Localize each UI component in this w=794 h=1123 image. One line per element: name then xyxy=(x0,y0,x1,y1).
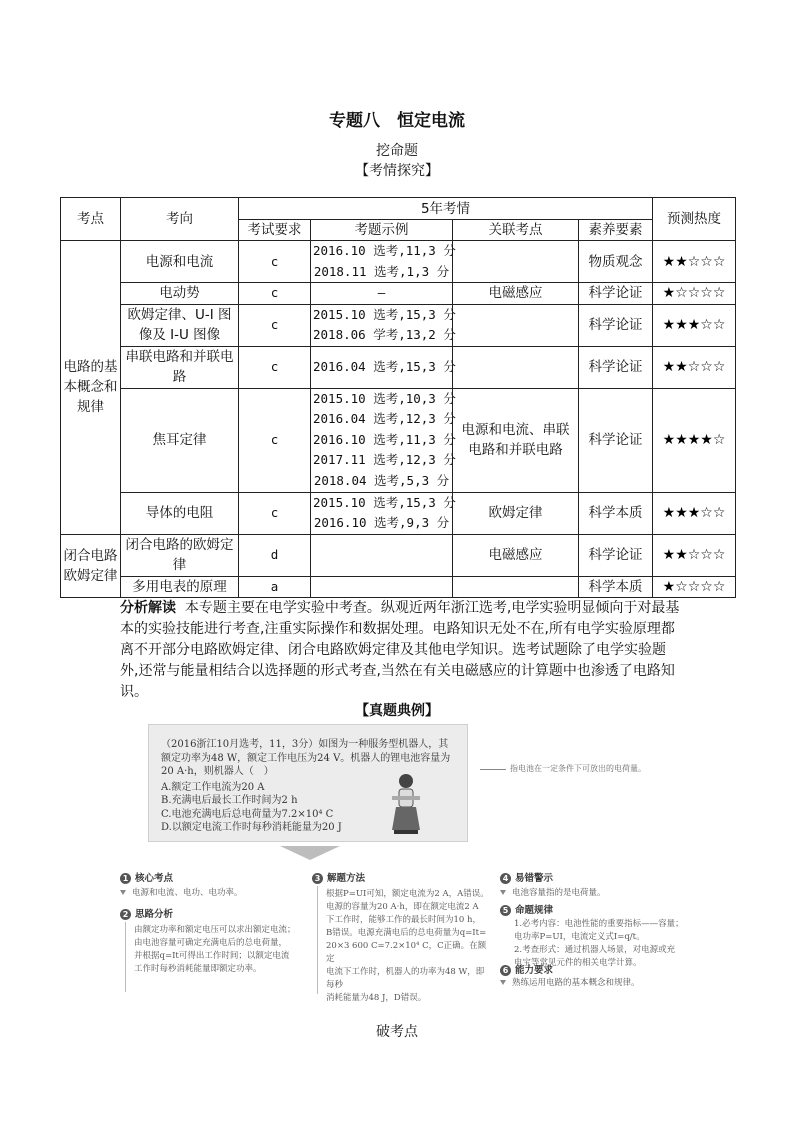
number-5-icon: 5 xyxy=(500,905,511,916)
stars-cell: ★★☆☆☆ xyxy=(653,346,736,388)
literacy-cell: 科学论证 xyxy=(579,304,653,346)
section-method-line: 电流下工作时，机器人的功率为48 W，即每秒 xyxy=(326,967,485,990)
robot-illustration xyxy=(386,772,426,836)
table-row xyxy=(61,304,736,346)
section-core xyxy=(120,870,300,900)
number-4-icon: 4 xyxy=(500,873,511,884)
table-row xyxy=(61,388,736,492)
example-option: B.充满电后最长工作时间为2 h xyxy=(161,795,298,806)
section-thinking-title: 思路分析 xyxy=(135,909,174,920)
section-thinking-line: 由额定功率和额定电压可以求出额定电流； xyxy=(134,925,296,935)
example-option: A.额定工作电流为20 A xyxy=(161,781,265,793)
example-cell: — xyxy=(311,283,453,305)
req-cell: d xyxy=(239,534,311,576)
divider xyxy=(317,886,318,994)
section-pattern-line: 1.必考内容：电池性能的重要指标——容量； xyxy=(514,919,684,929)
section-method-line: 电源的容量为20 A·h，即在额定电流2 A xyxy=(326,902,479,912)
req-cell: c xyxy=(239,241,311,283)
triangle-icon xyxy=(500,980,506,985)
stars-cell: ★☆☆☆☆ xyxy=(653,283,736,305)
section-method-line: 消耗能量为48 J，D错误。 xyxy=(326,993,427,1003)
section-method-line: 20×3 600 C=7.2×10⁴ C，C正确。在额定 xyxy=(326,941,487,964)
table-row xyxy=(61,492,736,534)
section-ability-title: 能力要求 xyxy=(515,965,554,976)
topic-cell: 电动势 xyxy=(121,283,239,305)
literacy-cell: 物质观念 xyxy=(579,241,653,283)
analysis-text: 本专题主要在电学实验中考查。纵观近两年浙江选考,电学实验明显倾向于对最基本的实验技能进行考查,注重实际操作和数据处理。电路知识无处不在,所有电学实验原理都离不开部分电路欧姆定律、闭合电路欧姆定律及其他电学知识。选考试题除了电学实验题外,还常与能量相结合以选择题的形式考查,当然在有关电磁感应的计算题中也渗透了电路知识。 xyxy=(120,600,680,700)
group-label: 闭合电路欧姆定律 xyxy=(61,534,121,597)
section-method-line: 下工作时，能够工作的最长时间为10 h， xyxy=(326,915,481,925)
stars-cell: ★★☆☆☆ xyxy=(653,534,736,576)
related-cell xyxy=(453,576,579,597)
table-row xyxy=(61,283,736,305)
page-title: 专题八 恒定电流 xyxy=(329,111,465,131)
req-cell: c xyxy=(239,283,311,305)
triangle-icon xyxy=(500,890,506,895)
topic-cell: 导体的电阻 xyxy=(121,492,239,534)
header-shili: 考题示例 xyxy=(311,220,453,241)
header-kaoxiang: 考向 xyxy=(121,198,239,241)
example-cell: 2016.04 选考,15,3 分 xyxy=(311,346,453,388)
analysis-paragraph xyxy=(120,598,680,703)
topic-cell: 多用电表的原理 xyxy=(121,576,239,597)
table-row xyxy=(61,534,736,576)
example-option: C.电池充满电后总电荷量为7.2×10⁴ C xyxy=(161,808,334,820)
section-pattern-title: 命题规律 xyxy=(515,905,554,916)
req-cell: c xyxy=(239,304,311,346)
subtitle-wamingti: 挖命题 xyxy=(376,143,418,159)
number-1-icon: 1 xyxy=(120,873,131,884)
annotation-note: 指电池在一定条件下可放出的电荷量。 xyxy=(510,764,646,773)
topic-cell: 电源和电流 xyxy=(121,241,239,283)
section-thinking xyxy=(120,906,310,976)
section-thinking-line: 工作时每秒消耗能量即额定功率。 xyxy=(134,964,262,974)
number-6-icon: 6 xyxy=(500,965,511,976)
literacy-cell: 科学论证 xyxy=(579,388,653,492)
header-yaoqiu: 考试要求 xyxy=(239,220,311,241)
stars-cell: ★★☆☆☆ xyxy=(653,241,736,283)
literacy-cell: 科学本质 xyxy=(579,492,653,534)
section-warning xyxy=(500,870,690,900)
related-cell xyxy=(453,241,579,283)
literacy-cell: 科学论证 xyxy=(579,283,653,305)
section-thinking-line: 并根据q=It可得出工作时间；以额定电流 xyxy=(134,951,290,961)
kaoqing-table xyxy=(60,197,735,598)
annotation-line xyxy=(480,769,506,770)
section-warning-body: 电池容量指的是电荷量。 xyxy=(512,888,606,898)
analysis-label: 分析解读 xyxy=(120,600,176,616)
related-cell: 电磁感应 xyxy=(453,534,579,576)
section-ability-body: 熟练运用电路的基本概念和规律。 xyxy=(512,978,640,988)
number-3-icon: 3 xyxy=(312,873,323,884)
divider xyxy=(125,922,126,992)
header-kaodian: 考点 xyxy=(61,198,121,241)
stars-cell: ★☆☆☆☆ xyxy=(653,576,736,597)
section-method-title: 解题方法 xyxy=(327,873,366,884)
section-method-line: 根据P=UI可知，额定电流为2 A，A错误。 xyxy=(326,889,489,899)
triangle-icon xyxy=(120,890,126,895)
literacy-cell: 科学本质 xyxy=(579,576,653,597)
section-pattern-line: 电功率P=UI，电流定义式I=q/t。 xyxy=(514,932,645,942)
header-suyang: 素养要素 xyxy=(579,220,653,241)
stars-cell: ★★★☆☆ xyxy=(653,492,736,534)
section-pattern-line: 电宝等常见元件的相关电学计算。 xyxy=(514,958,642,968)
req-cell: a xyxy=(239,576,311,597)
req-cell: c xyxy=(239,388,311,492)
related-cell: 电磁感应 xyxy=(453,283,579,305)
section-core-body: 电源和电流、电功、电功率。 xyxy=(132,888,243,898)
example-option: D.以额定电流工作时每秒消耗能量为20 J xyxy=(161,822,342,833)
literacy-cell: 科学论证 xyxy=(579,346,653,388)
example-cell: 2016.10 选考,11,3 分 2018.11 选考,1,3 分 xyxy=(311,241,453,283)
stars-cell: ★★★☆☆ xyxy=(653,304,736,346)
section-warning-title: 易错警示 xyxy=(515,873,554,884)
literacy-cell: 科学论证 xyxy=(579,534,653,576)
topic-cell: 串联电路和并联电路 xyxy=(121,346,239,388)
topic-cell: 焦耳定律 xyxy=(121,388,239,492)
section-ability xyxy=(500,962,690,990)
zhenti-heading: 【真题典例】 xyxy=(355,703,439,719)
related-cell: 电源和电流、串联电路和并联电路 xyxy=(453,388,579,492)
subtitle-kaoqing: 【考情探究】 xyxy=(355,163,439,179)
section-pattern-line: 2.考查形式：通过机器人场景，对电源或充 xyxy=(514,945,676,955)
example-cell xyxy=(311,576,453,597)
table-row xyxy=(61,346,736,388)
related-cell xyxy=(453,346,579,388)
header-five-years: 5年考情 xyxy=(239,198,653,220)
example-cell: 2015.10 选考,10,3 分 2016.04 选考,12,3 分 2016.10 选考,11,3 分 2017.11 选考,12,3 分 2018.04 选考,5,3 分 xyxy=(311,388,453,492)
section-method-line: B错误。电源充满电后的总电荷量为q=It= xyxy=(326,928,487,938)
related-cell xyxy=(453,304,579,346)
down-arrow-icon xyxy=(280,846,340,860)
header-redu: 预测热度 xyxy=(653,198,736,241)
example-cell: 2015.10 选考,15,3 分 2016.10 选考,9,3 分 xyxy=(311,492,453,534)
table-row xyxy=(61,241,736,283)
req-cell: c xyxy=(239,346,311,388)
example-cell: 2015.10 选考,15,3 分 2018.06 学考,13,2 分 xyxy=(311,304,453,346)
stars-cell: ★★★★☆ xyxy=(653,388,736,492)
req-cell: c xyxy=(239,492,311,534)
pokaodian-heading: 破考点 xyxy=(376,1024,418,1040)
related-cell: 欧姆定律 xyxy=(453,492,579,534)
example-cell xyxy=(311,534,453,576)
section-core-title: 核心考点 xyxy=(135,873,174,884)
header-guanlian: 关联考点 xyxy=(453,220,579,241)
topic-cell: 欧姆定律、U-I 图像及 I-U 图像 xyxy=(121,304,239,346)
section-method xyxy=(312,870,492,1005)
number-2-icon: 2 xyxy=(120,909,131,920)
table-row xyxy=(61,576,736,597)
section-pattern xyxy=(500,902,690,970)
topic-cell: 闭合电路的欧姆定律 xyxy=(121,534,239,576)
example-question: （2016浙江10月选考，11，3分）如图为一种服务型机器人，其额定功率为48 W，额定工作电压为24 V。机器人的锂电池容量为20 A·h，则机器人（ ） xyxy=(161,739,451,777)
section-thinking-line: 由电池容量可确定充满电后的总电荷量， xyxy=(134,938,288,948)
group-label: 电路的基本概念和规律 xyxy=(61,241,121,535)
